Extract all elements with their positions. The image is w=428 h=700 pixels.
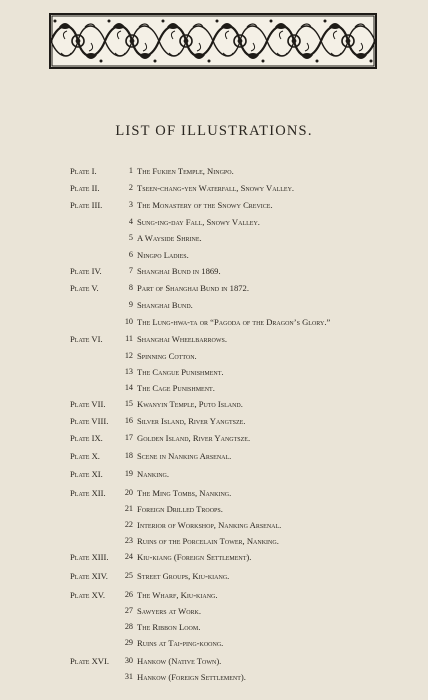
illustration-number: 4 <box>128 217 133 226</box>
illustration-caption: Spinning Cotton. <box>137 351 197 361</box>
illustration-caption: Part of Shanghai Bund in 1872. <box>137 283 250 293</box>
illustration-caption: Shanghai Bund. <box>137 300 193 310</box>
illustration-number: 26 <box>124 590 133 599</box>
plate-label: Plate III. <box>70 200 103 210</box>
illustration-number: 1 <box>128 166 133 175</box>
illustration-caption: Hankow (Foreign Settlement). <box>137 672 246 682</box>
illustration-caption: Nanking. <box>137 469 170 479</box>
illustration-number: 22 <box>124 520 133 529</box>
illustration-number: 18 <box>124 451 133 460</box>
illustration-caption: Ruins at Tai-ping-koong. <box>137 638 224 648</box>
illustration-caption: The Wharf, Kiu-kiang. <box>137 590 218 600</box>
illustration-number: 10 <box>124 317 133 326</box>
illustration-number: 31 <box>124 672 133 681</box>
plate-label: Plate XII. <box>70 488 106 498</box>
illustration-number: 20 <box>124 488 133 497</box>
illustration-caption: Silver Island, River Yangtsze. <box>137 416 246 426</box>
plate-label: Plate XV. <box>70 590 106 600</box>
illustration-number: 12 <box>124 351 133 360</box>
illustration-caption: The Cage Punishment. <box>137 383 215 393</box>
illustration-number: 28 <box>124 622 133 631</box>
plate-label: Plate IV. <box>70 266 102 276</box>
illustration-caption: The Monastery of the Snowy Crevice. <box>137 200 273 210</box>
illustration-caption: Shanghai Bund in 1869. <box>137 266 221 276</box>
illustration-number: 11 <box>125 334 133 343</box>
illustration-number: 6 <box>128 250 133 259</box>
illustration-caption: Tseen-chang-yen Waterfall, Snowy Valley. <box>137 183 295 193</box>
page-title: LIST OF ILLUSTRATIONS. <box>115 123 313 139</box>
illustration-caption: Street Groups, Kiu-kiang. <box>137 571 230 581</box>
plate-label: Plate XIII. <box>70 552 109 562</box>
illustration-caption: Scene in Nanking Arsenal. <box>137 451 232 461</box>
illustration-caption: The Lung-hwa-ta or “Pagoda of the Dragon’s Glory.” <box>137 317 331 327</box>
plate-label: Plate VI. <box>70 334 103 344</box>
illustration-caption: Hankow (Native Town). <box>137 656 222 666</box>
illustration-number: 15 <box>124 399 133 408</box>
illustration-caption: Shanghai Wheelbarrows. <box>137 334 228 344</box>
plate-label: Plate XVI. <box>70 656 110 666</box>
plate-label: Plate X. <box>70 451 100 461</box>
illustration-number: 29 <box>124 638 133 647</box>
illustration-number: 25 <box>124 571 133 580</box>
illustration-number: 13 <box>124 367 133 376</box>
illustration-caption: The Ming Tombs, Nanking. <box>137 488 232 498</box>
illustration-caption: Golden Island, River Yangtsze. <box>137 433 251 443</box>
illustration-number: 23 <box>124 536 133 545</box>
illustration-caption: Ruins of the Porcelain Tower, Nanking. <box>137 536 279 546</box>
plate-label: Plate I. <box>70 166 97 176</box>
illustration-number: 5 <box>128 233 133 242</box>
illustration-caption: A Wayside Shrine. <box>137 233 202 243</box>
plate-label: Plate IX. <box>70 433 103 443</box>
plate-label: Plate VII. <box>70 399 106 409</box>
illustration-number: 7 <box>128 266 133 275</box>
illustration-caption: Kiu-kiang (Foreign Settlement). <box>137 552 252 562</box>
illustration-caption: The Ribbon Loom. <box>137 622 201 632</box>
illustration-caption: The Fukien Temple, Ningpo. <box>137 166 234 176</box>
illustration-caption: Kwanyin Temple, Puto Island. <box>137 399 243 409</box>
illustration-number: 16 <box>124 416 133 425</box>
illustration-caption: Sung-ing-day Fall, Snowy Valley. <box>137 217 260 227</box>
illustration-number: 30 <box>124 656 133 665</box>
illustration-number: 3 <box>128 200 133 209</box>
illustration-number: 24 <box>124 552 133 561</box>
illustration-caption: Foreign Drilled Troops. <box>137 504 223 514</box>
illustration-number: 19 <box>124 469 133 478</box>
plate-label: Plate XIV. <box>70 571 108 581</box>
plate-label: Plate V. <box>70 283 99 293</box>
illustration-caption: Sawyers at Work. <box>137 606 202 616</box>
illustration-number: 9 <box>128 300 133 309</box>
illustration-caption: The Cangue Punishment. <box>137 367 224 377</box>
illustration-caption: Interior of Workshop, Nanking Arsenal. <box>137 520 282 530</box>
illustration-number: 14 <box>124 383 133 392</box>
illustration-number: 2 <box>128 183 133 192</box>
plate-label: Plate II. <box>70 183 100 193</box>
illustration-caption: Ningpo Ladies. <box>137 250 189 260</box>
plate-label: Plate VIII. <box>70 416 109 426</box>
illustration-number: 21 <box>124 504 133 513</box>
plate-label: Plate XI. <box>70 469 103 479</box>
illustration-number: 17 <box>124 433 133 442</box>
illustration-number: 8 <box>128 283 133 292</box>
illustration-number: 27 <box>124 606 133 615</box>
